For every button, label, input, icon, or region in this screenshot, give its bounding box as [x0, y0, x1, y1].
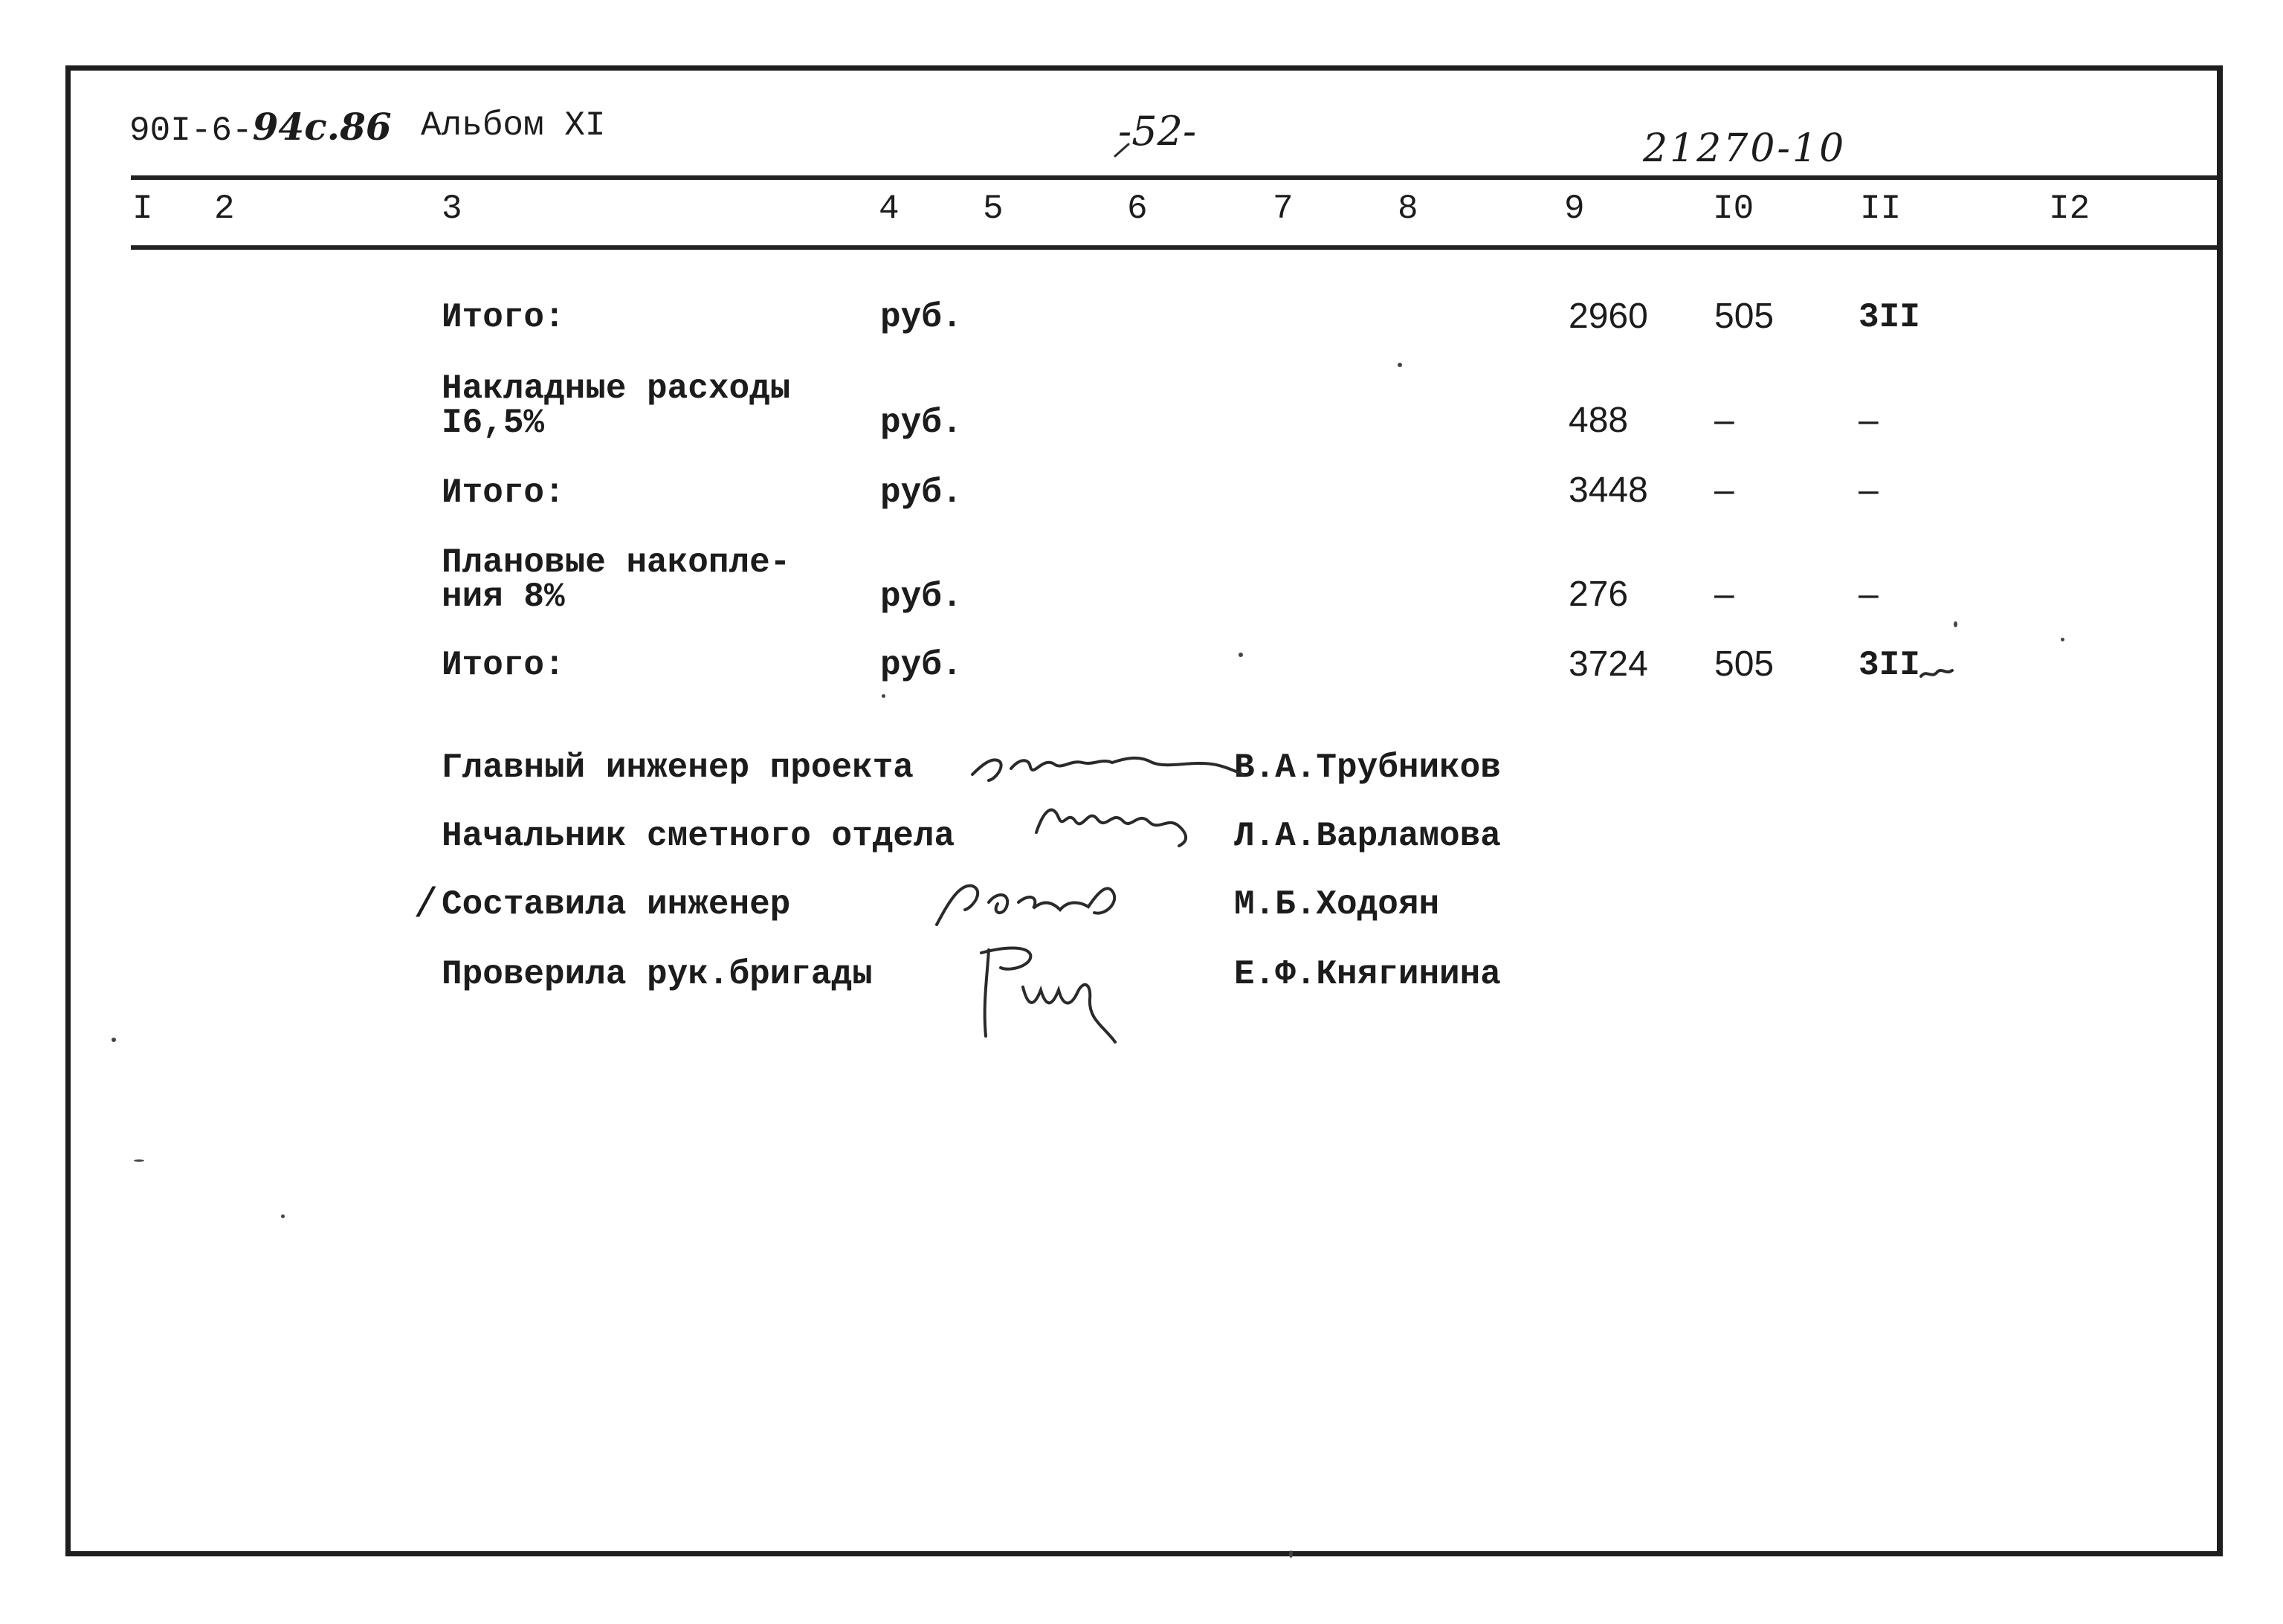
row-value-col11: – [1859, 470, 1879, 510]
signature-name: Л.А.Варламова [1234, 817, 1501, 855]
scan-speck [882, 694, 885, 698]
column-number: I2 [2049, 190, 2090, 228]
album-label: Альбом XI [421, 106, 606, 145]
document-code [129, 105, 392, 150]
row-value-col10: 505 [1714, 297, 1775, 336]
order-number: 21270-10 [1643, 126, 1847, 171]
signature-name: М.Б.Ходоян [1234, 885, 1440, 924]
column-number: 9 [1564, 190, 1585, 228]
column-number: 8 [1398, 190, 1418, 228]
signature-estimate-head [1026, 788, 1204, 855]
header-rule-bottom [131, 245, 2218, 250]
row-unit: руб. [880, 578, 963, 616]
row-unit: руб. [880, 404, 963, 442]
row-value-col10: 505 [1714, 644, 1775, 684]
column-number: 6 [1127, 190, 1148, 228]
scan-speck [1954, 621, 1957, 627]
row-label: Итого: [442, 298, 565, 337]
row-value-col9: 3724 [1569, 644, 1648, 684]
signature-checker [959, 938, 1137, 1049]
column-number: II [1860, 190, 1902, 228]
signature-chief-engineer [966, 736, 1249, 795]
row-value-col11: 3II [1859, 646, 1920, 685]
column-number: 2 [214, 190, 235, 228]
row-value-col9: 276 [1569, 575, 1629, 614]
scan-speck [1398, 363, 1402, 367]
row-label: Итого: [442, 646, 565, 685]
signature-compiler [929, 861, 1152, 935]
row-label: Итого: [442, 473, 565, 512]
check-mark-scribble [1918, 661, 1955, 684]
row-unit: руб. [880, 298, 963, 337]
row-value-col11: – [1859, 401, 1879, 440]
row-label: Накладные расходы [442, 369, 791, 408]
document-code-handwritten: 94с.86 [252, 105, 392, 149]
row-value-col11: 3II [1859, 298, 1920, 337]
row-label: Плановые накопле- [442, 543, 791, 582]
pen-tick-mark [1112, 138, 1134, 161]
row-value-col9: 488 [1569, 401, 1629, 440]
row-unit: руб. [880, 473, 963, 512]
row-value-col11: – [1859, 575, 1879, 614]
row-label: I6,5% [442, 404, 545, 442]
row-label: ния 8% [442, 578, 565, 616]
signature-name: В.А.Трубников [1234, 748, 1501, 787]
margin-slash-mark: / [413, 881, 439, 929]
scan-speck [112, 1038, 116, 1042]
signature-name: Е.Ф.Княгинина [1234, 955, 1501, 994]
row-value-col10: – [1714, 401, 1734, 440]
scan-speck [1239, 653, 1243, 657]
signature-role: Начальник сметного отдела [442, 817, 955, 855]
signature-role: Главный инженер проекта [442, 748, 914, 787]
row-unit: руб. [880, 646, 963, 685]
scan-speck [134, 1159, 144, 1162]
row-value-col10: – [1714, 470, 1734, 510]
row-value-col9: 2960 [1569, 297, 1648, 336]
scan-speck [2061, 638, 2064, 641]
row-value-col9: 3448 [1569, 470, 1648, 510]
header-rule-top [131, 175, 2218, 180]
scan-speck [1289, 1550, 1293, 1558]
scan-speck [281, 1214, 285, 1218]
column-number: 3 [442, 190, 462, 228]
column-number: I [132, 190, 153, 228]
signature-role: Составила инженер [442, 885, 791, 924]
row-value-col10: – [1714, 575, 1734, 614]
column-number: 5 [983, 190, 1004, 228]
document-code-typed: 90I-6- [129, 111, 253, 150]
column-number: I0 [1713, 190, 1754, 228]
signature-role: Проверила рук.бригады [442, 955, 873, 994]
page-number: -52- [1118, 108, 1197, 155]
column-number: 7 [1273, 190, 1294, 228]
column-number: 4 [879, 190, 900, 228]
